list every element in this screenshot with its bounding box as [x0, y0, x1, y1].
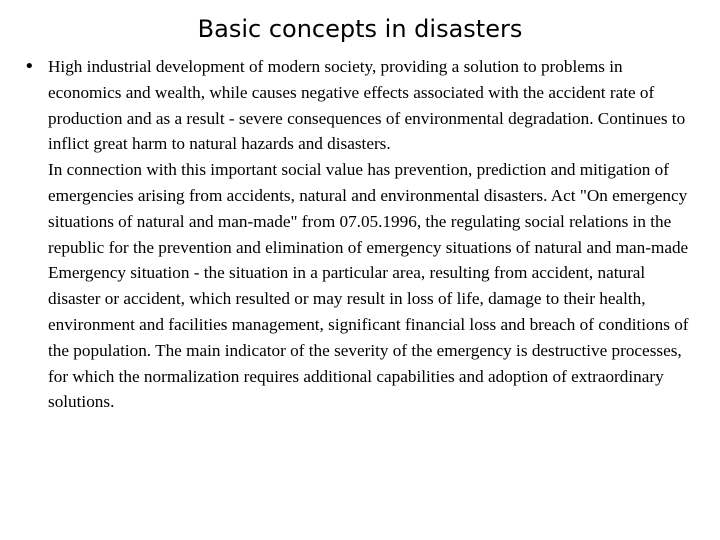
- bullet-icon: •: [24, 56, 35, 77]
- paragraph-emergency-definition: Emergency situation - the situation in a particular area, resulting from accident, natural disaster or accident, which resulted or may result in loss of life, damage to their health, environment and facilities management, significant financial loss and breach of conditions of the population. The main indicator of the severity of the emergency is destructive processes, for which the normalization requires additional capabilities and adoption of extraordinary solutions.: [48, 263, 689, 412]
- slide-title: Basic concepts in disasters: [197, 15, 523, 43]
- bullet-body: [48, 54, 698, 415]
- paragraph-prevention-act: In connection with this important social value has prevention, prediction and mitigation of emergencies arising from accidents, natural and environmental disasters. Act "On emergency situations of natural and man-made" from 07.05.1996, the regulating social relations in the republic for the prevention and elimination of emergency situations of natural and man-made: [48, 160, 689, 257]
- paragraph-industrial-development: High industrial development of modern society, providing a solution to problems in economics and wealth, while causes negative effects associated with the accident rate of production and as a result - severe consequences of environmental degradation. Continues to inflict great harm to natural hazards and disasters.: [48, 57, 686, 154]
